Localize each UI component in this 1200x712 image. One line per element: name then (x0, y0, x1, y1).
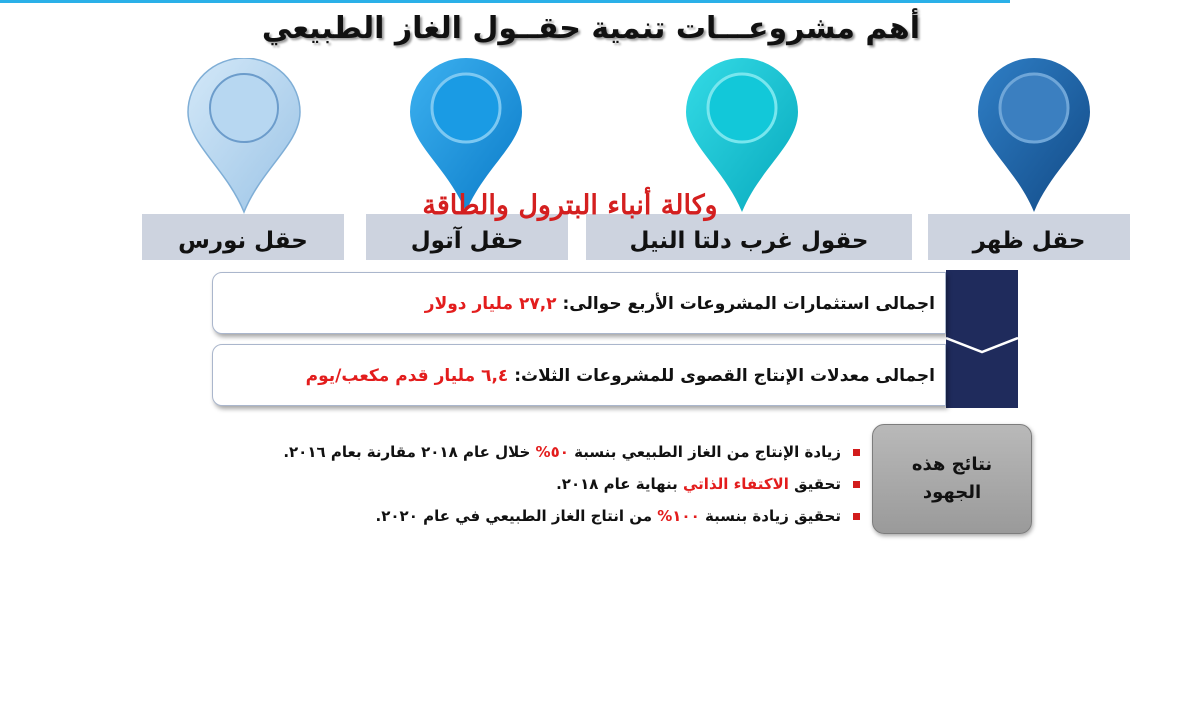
zohr-map-pin-icon (976, 58, 1092, 214)
list-item (180, 500, 860, 532)
chevron-down-icon (946, 336, 1018, 356)
result-text-pre: زيادة الإنتاج من الغاز الطبيعي بنسبة (574, 443, 841, 461)
field-label-nooros: حقل نورس (142, 214, 344, 260)
bullet-square-icon (853, 449, 860, 456)
field-label-atoll: حقل آتول (366, 214, 568, 260)
page-title: أهم مشروعـــات تنمية حقــول الغاز الطبيعي (261, 11, 920, 46)
result-text-post: من انتاج الغاز الطبيعي في عام ٢٠٢٠. (375, 507, 652, 525)
results-list (180, 436, 860, 532)
result-highlight: ٥٠% (535, 443, 569, 461)
result-text-post: خلال عام ٢٠١٨ مقارنة بعام ٢٠١٦. (283, 443, 531, 461)
list-item (180, 436, 860, 468)
results-box: نتائج هذه الجهود (872, 424, 1032, 534)
result-text-pre: تحقيق (794, 475, 841, 493)
investments-summary (212, 272, 946, 334)
nooros-map-pin-icon (186, 58, 302, 214)
field-label-west-delta: حقول غرب دلتا النيل (586, 214, 912, 260)
investments-label: اجمالى استثمارات المشروعات الأربع حوالى: (562, 294, 935, 314)
bullet-square-icon (853, 481, 860, 488)
field-label-zohr: حقل ظهر (928, 214, 1130, 260)
result-highlight: الاكتفاء الذاتي (683, 475, 789, 493)
bullet-square-icon (853, 513, 860, 520)
production-value: ٦,٤ مليار قدم مكعب/يوم (305, 366, 509, 386)
top-accent-line (0, 0, 1010, 3)
production-summary (212, 344, 946, 406)
investments-value: ٢٧,٢ مليار دولار (424, 294, 557, 314)
result-text-pre: تحقيق زيادة بنسبة (704, 507, 841, 525)
result-text-post: بنهاية عام ٢٠١٨. (556, 475, 678, 493)
watermark-text: وكالة أنباء البترول والطاقة (422, 190, 718, 221)
list-item (180, 468, 860, 500)
result-highlight: ١٠٠% (657, 507, 700, 525)
production-label: اجمالى معدلات الإنتاج القصوى للمشروعات الثلاث: (514, 366, 935, 386)
